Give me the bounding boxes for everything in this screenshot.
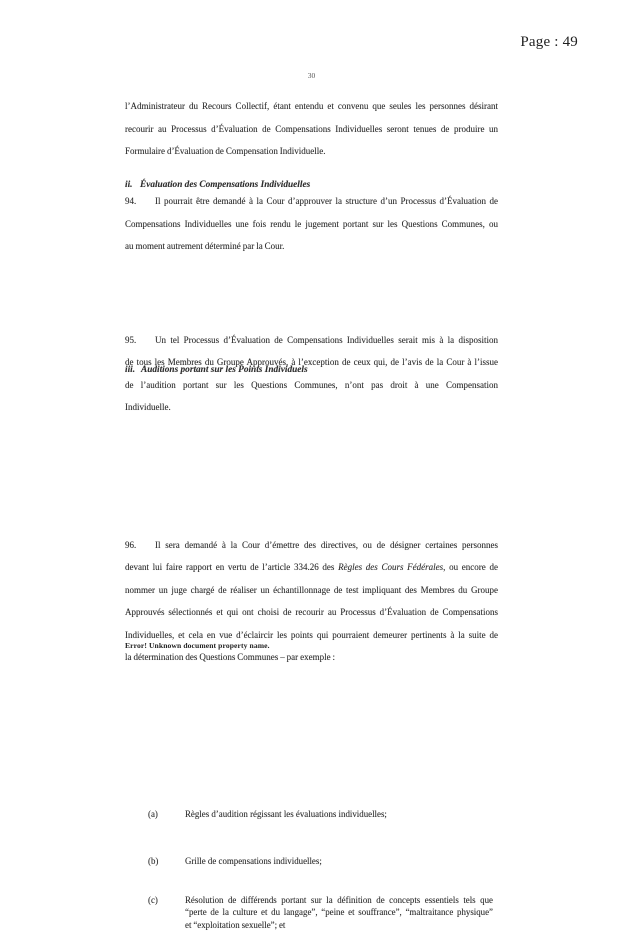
list-item-c	[125, 894, 498, 931]
paragraph-line: Individuelles, et cela en vue d’éclaircir les points qui pourraient demeurer pertinents à la suite de	[125, 624, 498, 647]
paragraph-line: la détermination des Questions Communes – par exemple :	[125, 646, 498, 669]
page-number-header: Page : 49	[520, 34, 578, 51]
paragraph-number: 94.	[125, 190, 136, 213]
paragraph-line: Compensations Individuelles une fois rendu le jugement portant sur les Questions Communes, ou	[125, 213, 498, 236]
line-text: devant lui faire rapport en vertu de l’article 334.26 des	[125, 562, 338, 572]
paragraph-line: nommer un juge chargé de réaliser un échantillonnage de test impliquant des Membres du Groupe	[125, 579, 498, 602]
list-item-line: “perte de la culture et du langage”, “peine et souffrance”, “maltraitance physique”	[185, 906, 493, 919]
paragraph-line: Individuelle.	[125, 396, 498, 419]
paragraph-line: l’Administrateur du Recours Collectif, étant entendu et convenu que seules les personnes désirant	[125, 95, 498, 118]
list-item-b	[125, 850, 498, 873]
list-item-text: Grille de compensations individuelles;	[185, 850, 493, 873]
heading-text: Auditions portant sur les Points Individuels	[141, 365, 308, 375]
paragraph-line: Approuvés sélectionnés et qui ont choisi de recourir au Processus d’Évaluation de Compensations	[125, 601, 498, 624]
list-item-line: Résolution de différends portant sur la définition de concepts essentiels tels que	[185, 894, 493, 907]
paragraph-line	[125, 556, 498, 579]
paragraph-line: de l’audition portant sur les Questions Communes, n’ont pas droit à une Compensation	[125, 374, 498, 397]
paragraph-line: de tous les Membres du Groupe Approuvés, à l’exception de ceux qui, de l’avis de la Cour à l’issue	[125, 351, 498, 374]
list-item-line: et “exploitation sexuelle”; et	[185, 919, 493, 931]
paragraph-continuation	[125, 95, 498, 163]
footer-error-field: Error! Unknown document property name.	[125, 641, 270, 650]
list-item-label: (a)	[148, 803, 158, 826]
heading-number: iii.	[125, 359, 141, 382]
list-item-label: (b)	[148, 850, 158, 873]
paragraph-line: Formulaire d’Évaluation de Compensation Individuelle.	[125, 140, 498, 163]
paragraph-line: au moment autrement déterminé par la Cour.	[125, 235, 498, 258]
paragraph-line: recourir au Processus d’Évaluation de Compensations Individuelles seront tenues de produire un	[125, 118, 498, 141]
paragraph-94	[125, 190, 498, 258]
list-item-text	[185, 894, 493, 931]
line-text: , ou encore de	[443, 562, 498, 572]
paragraph-number: 96.	[125, 534, 136, 557]
list-item-text: Règles d’audition régissant les évaluations individuelles;	[185, 803, 493, 826]
paragraph-line: Il pourrait être demandé à la Cour d’approuver la structure d’un Processus d’Évaluation de	[125, 190, 498, 213]
section-heading-iii	[125, 359, 498, 382]
cited-rules-title: Règles des Cours Fédérales	[338, 562, 443, 572]
list-item-a	[125, 803, 498, 826]
paragraph-line: Il sera demandé à la Cour d’émettre des directives, ou de désigner certaines personnes	[125, 534, 498, 557]
folio-page-number: 30	[0, 71, 623, 80]
list-item-label: (c)	[148, 894, 158, 907]
paragraph-line: Un tel Processus d’Évaluation de Compensations Individuelles serait mis à la disposition	[125, 329, 498, 352]
heading-number: ii.	[125, 174, 140, 197]
paragraph-number: 95.	[125, 329, 136, 352]
heading-text: Évaluation des Compensations Individuelles	[140, 180, 310, 190]
